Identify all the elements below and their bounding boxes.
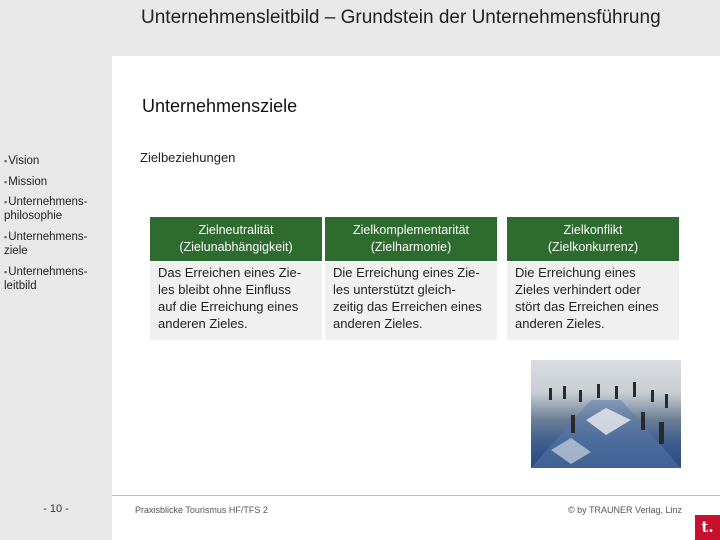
subheading: Zielbeziehungen — [140, 150, 236, 165]
square-bullet-icon: ▪ — [4, 267, 8, 277]
sidebar-item-vision[interactable]: ▪Vision — [4, 155, 40, 167]
column-header-neutralitaet: Zielneutralität (Zielunabhängigkeit) — [150, 217, 322, 261]
square-bullet-icon: ▪ — [4, 177, 8, 187]
footer-source: Praxisblicke Tourismus HF/TFS 2 — [135, 505, 268, 515]
square-bullet-icon: ▪ — [4, 197, 8, 207]
square-bullet-icon: ▪ — [4, 232, 8, 242]
sidebar-item-ziele[interactable]: ▪Unternehmens- ziele — [4, 231, 88, 257]
square-bullet-icon: ▪ — [4, 156, 8, 166]
trauner-logo-icon: t. — [695, 515, 720, 540]
sidebar — [0, 56, 112, 540]
slide-title: Unternehmensleitbild – Grundstein der Unternehmensführung — [141, 7, 661, 28]
column-header-konflikt: Zielkonflikt (Zielkonkurrenz) — [507, 217, 679, 261]
footer-divider — [112, 495, 720, 496]
section-heading: Unternehmensziele — [142, 96, 298, 116]
column-header-komplementaritaet: Zielkomplementarität (Zielharmonie) — [325, 217, 497, 261]
page-number: - 10 - — [43, 503, 69, 515]
column-body-komplementaritaet: Die Erreichung eines Zie- les unterstützt gleich- zeitig das Erreichen eines anderen Zieles. — [325, 262, 497, 340]
footer-copyright: © by TRAUNER Verlag, Linz — [567, 505, 682, 515]
business-people-photo — [531, 360, 681, 468]
column-body-konflikt: Die Erreichung eines Zieles verhindert oder stört das Erreichen eines anderen Zieles. — [507, 262, 679, 340]
photo-illustration — [531, 360, 681, 468]
sidebar-item-leitbild[interactable]: ▪Unternehmens- leitbild — [4, 266, 88, 292]
sidebar-item-philosophie[interactable]: ▪Unternehmens- philosophie — [4, 196, 88, 222]
sidebar-item-mission[interactable]: ▪Mission — [4, 176, 48, 188]
column-body-neutralitaet: Das Erreichen eines Zie- les bleibt ohne Einfluss auf die Erreichung eines anderen Zieles. — [150, 262, 322, 340]
